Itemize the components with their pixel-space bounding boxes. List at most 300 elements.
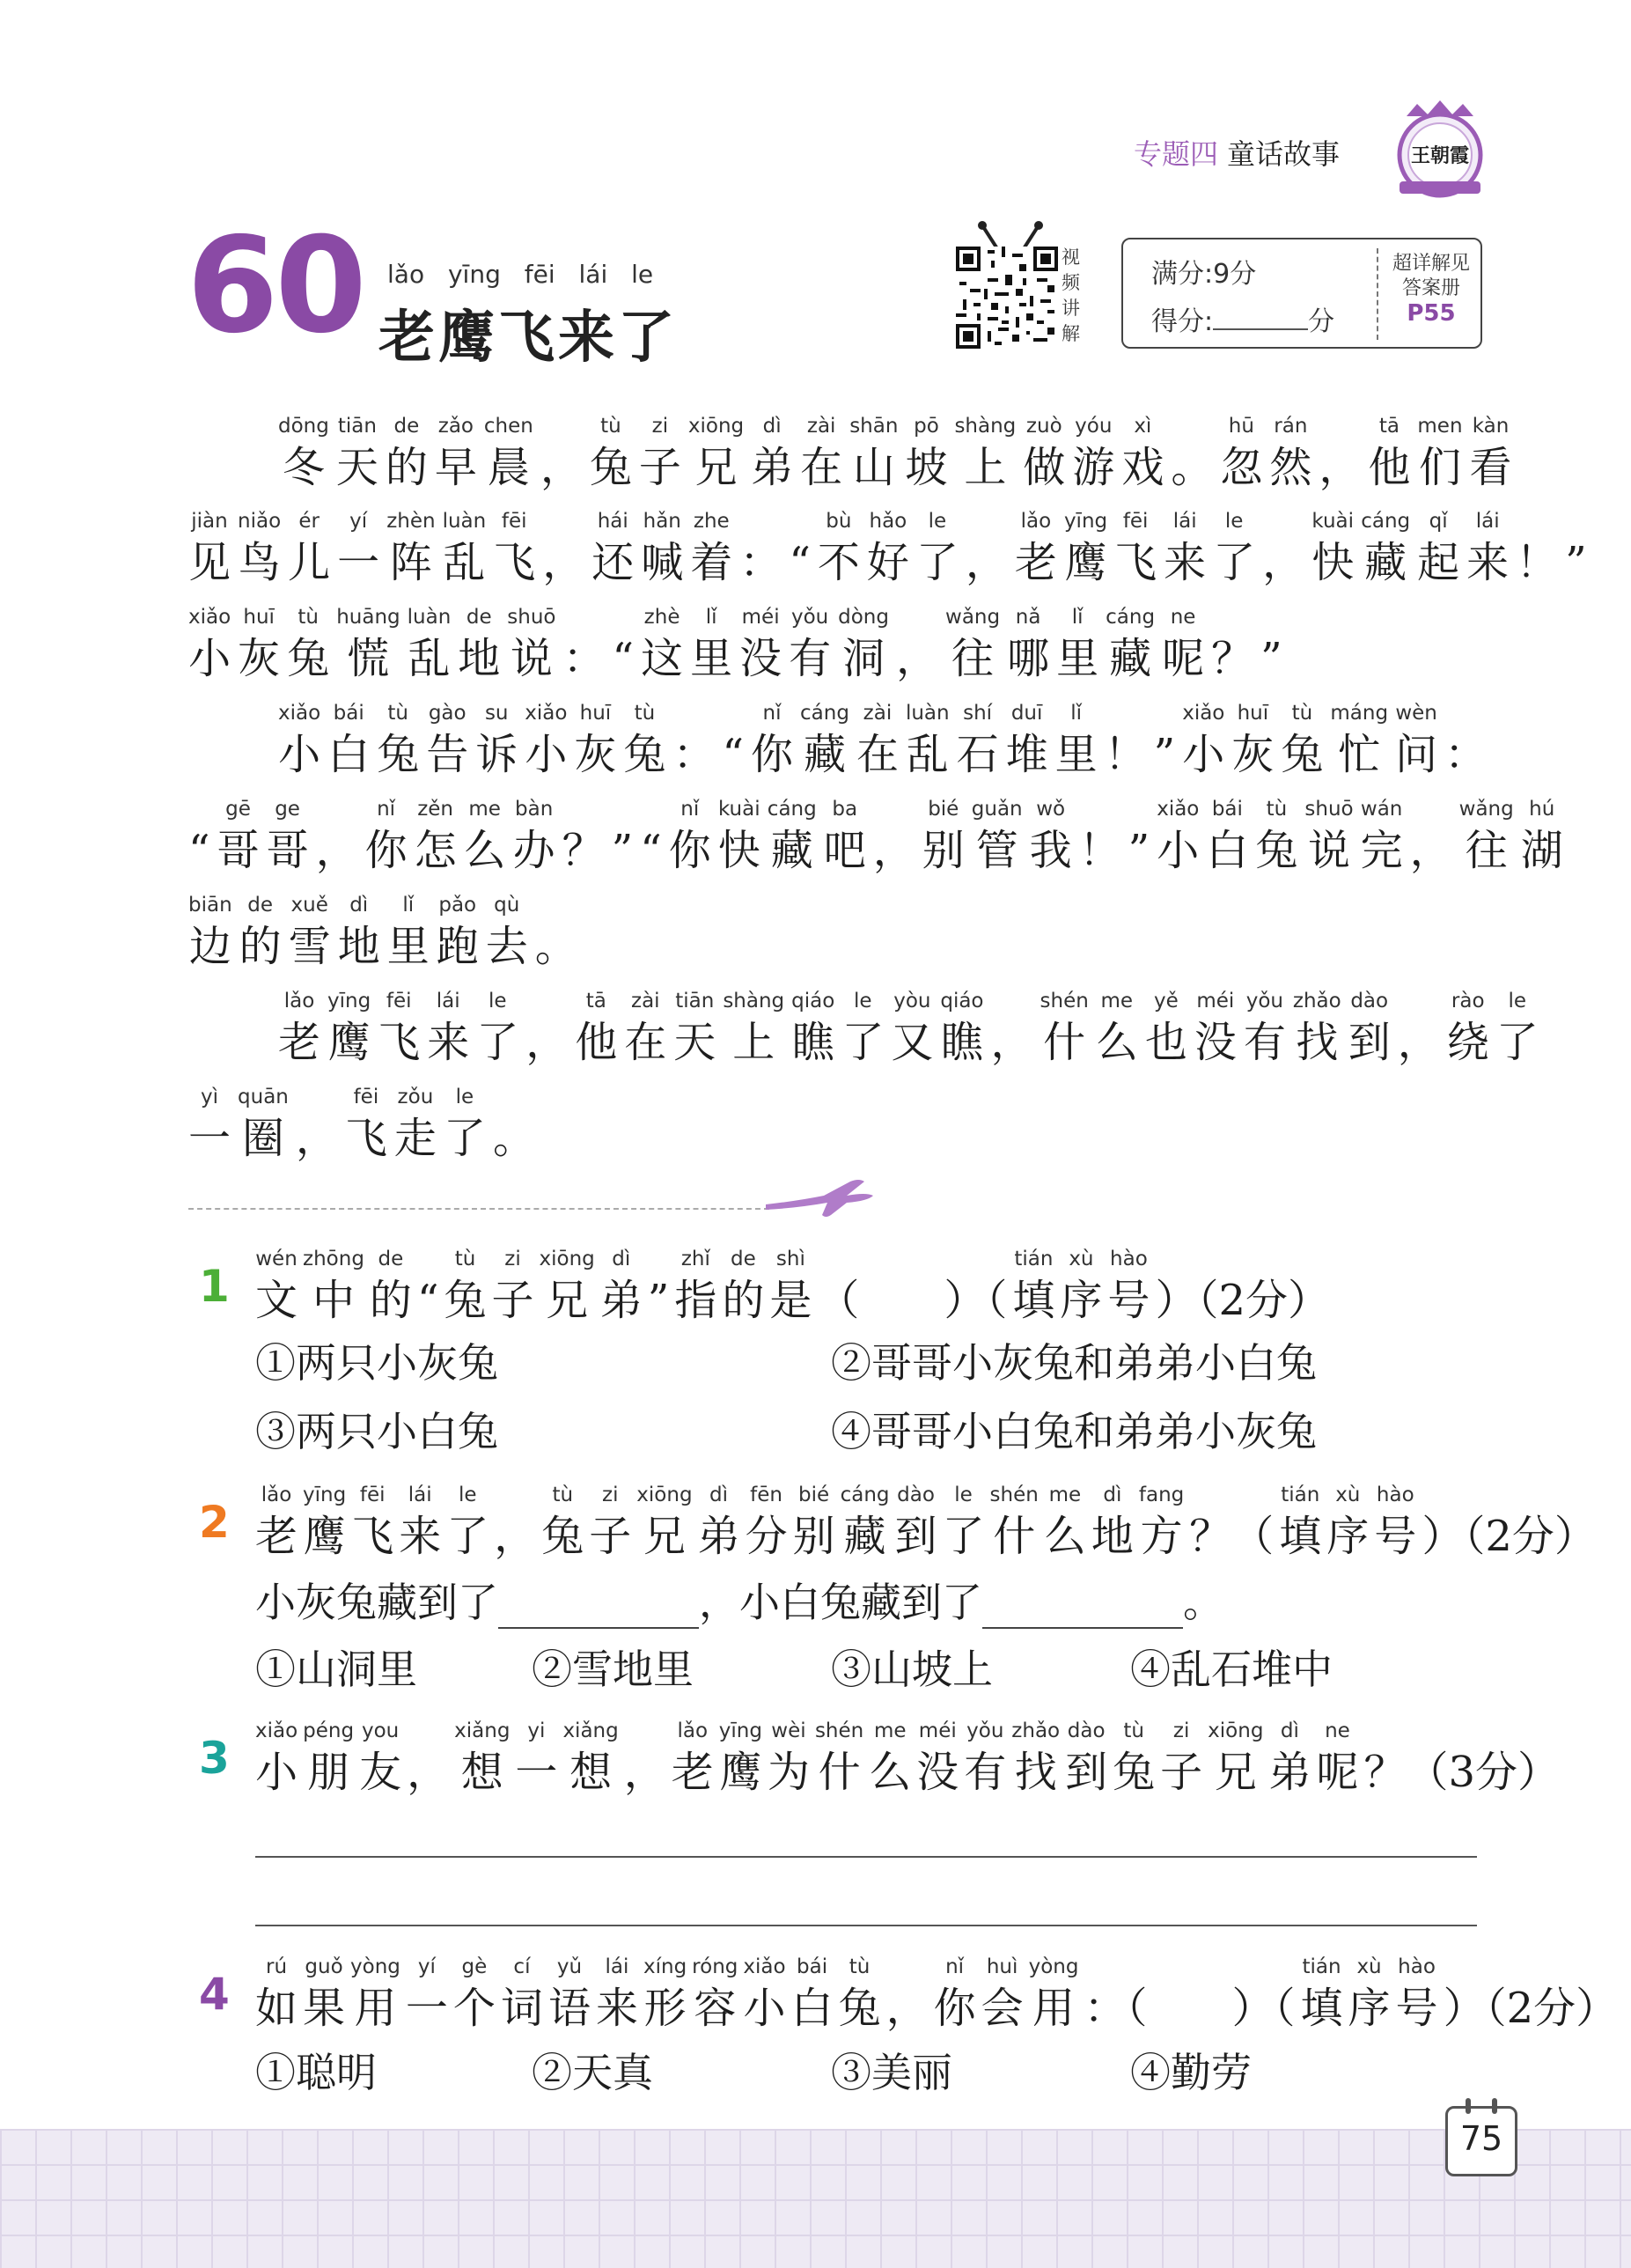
hanzi: 鸟 (238, 538, 281, 587)
ruby-token (1006, 697, 1048, 780)
pinyin: qiáo (940, 990, 984, 1012)
score-divider (1377, 248, 1378, 340)
hanzi: 小 (255, 1748, 298, 1797)
score-field (1151, 299, 1334, 338)
pinyin: hào (1398, 1955, 1436, 1978)
ruby-token (590, 410, 632, 493)
hanzi: 你 (933, 1984, 976, 2033)
pinyin: you (361, 1719, 400, 1742)
ruby-token (1194, 985, 1237, 1068)
hanzi: 白 (790, 1984, 834, 2033)
ruby-token (255, 1479, 298, 1562)
pinyin: zi (504, 1248, 521, 1270)
ruby-token (624, 985, 666, 1068)
pinyin: lǎo (1020, 510, 1052, 533)
hanzi: 找 (1296, 1018, 1339, 1067)
ruby-token (1330, 697, 1388, 780)
pinyin: dì (762, 415, 782, 438)
q2-blank-b[interactable] (982, 1594, 1183, 1629)
pinyin: xì (1134, 415, 1152, 438)
ruby-token (966, 505, 1008, 588)
ruby-token (719, 1715, 762, 1798)
q1-option-1[interactable]: ①两只小灰兔 (255, 1339, 498, 1387)
hanzi: 快 (1311, 538, 1355, 587)
question-4-text (255, 1951, 1623, 2034)
pinyin: tù (454, 1248, 476, 1270)
ruby-token (1029, 1951, 1079, 2034)
pinyin: bàn (515, 798, 554, 821)
pinyin: le (458, 1484, 477, 1506)
ruby-token (1155, 1243, 1330, 1326)
hanzi: 呢 (1316, 1748, 1359, 1797)
pinyin: nǎ (1015, 606, 1041, 629)
q3-answer-line-2[interactable] (255, 1925, 1477, 1926)
pinyin: xù (1335, 1484, 1361, 1506)
hanzi: 地 (458, 634, 501, 683)
ruby-token (1213, 505, 1255, 588)
hanzi: ， (1319, 443, 1362, 492)
pinyin: xù (1069, 1248, 1094, 1270)
q2-option-3[interactable]: ③山坡上 (831, 1646, 993, 1693)
hanzi: 想 (460, 1748, 503, 1797)
hanzi: 你 (751, 730, 794, 779)
ruby-token (1139, 1479, 1184, 1562)
ruby-token (1374, 1479, 1416, 1562)
hanzi: 弟 (751, 443, 794, 492)
ruby-token (1007, 601, 1049, 684)
passage-line (278, 697, 1494, 780)
ruby-token (255, 1715, 298, 1798)
hanzi: 忽 (1220, 443, 1263, 492)
ruby-token (954, 410, 1016, 493)
hanzi: 号 (1107, 1276, 1150, 1325)
hanzi: 灰 (238, 634, 281, 683)
pinyin: qù (494, 894, 520, 917)
hanzi: 又 (891, 1018, 934, 1067)
hanzi: 小 (743, 1984, 786, 2033)
hanzi: 堆 (1005, 730, 1048, 779)
hanzi: 山 (852, 443, 895, 492)
ruby-token (1113, 1715, 1155, 1798)
hanzi: 管 (975, 826, 1018, 875)
ruby-token (1244, 985, 1286, 1068)
hanzi: 用 (1032, 1984, 1076, 2033)
pinyin: bái (1211, 798, 1243, 821)
pinyin: huī (243, 606, 275, 629)
hanzi: 别 (792, 1512, 835, 1561)
pinyin: cí (513, 1955, 531, 1978)
pinyin: dào (1350, 990, 1389, 1012)
hanzi: 序 (1326, 1512, 1370, 1561)
ruby-token (641, 505, 683, 588)
ruby-token (278, 410, 329, 493)
pinyin: luàn (407, 606, 452, 629)
ruby-token (370, 1243, 412, 1326)
hanzi: 飞 (493, 538, 536, 587)
passage-line (278, 410, 1519, 493)
hanzi: 慌 (347, 634, 390, 683)
hanzi: 兔 (541, 1512, 584, 1561)
ruby-token (1060, 1243, 1102, 1326)
q4-option-2[interactable]: ②天真 (532, 2049, 653, 2096)
q2-option-2[interactable]: ②雪地里 (532, 1646, 694, 1693)
pinyin: huì (986, 1955, 1018, 1978)
ruby-token (548, 1951, 591, 2034)
ruby-token (922, 793, 965, 876)
ruby-token (540, 410, 583, 493)
ruby-token (351, 1479, 393, 1562)
hanzi: 们 (1418, 443, 1461, 492)
hanzi: 了 (915, 538, 959, 587)
pinyin: wèn (1395, 702, 1437, 725)
ruby-token (964, 1715, 1006, 1798)
hanzi: 兔 (623, 730, 666, 779)
ruby-token (991, 985, 1033, 1068)
hanzi: 是 (769, 1276, 812, 1325)
pinyin: zhèn (386, 510, 436, 533)
pinyin: nǐ (680, 798, 700, 821)
question-3-number: 3 (199, 1733, 230, 1784)
pinyin: zi (651, 415, 669, 438)
hanzi: 如 (255, 1984, 298, 2033)
hanzi: 填 (1012, 1276, 1055, 1325)
pinyin: fang (1138, 1484, 1185, 1506)
ruby-token (1470, 410, 1512, 493)
ruby-token (476, 985, 518, 1068)
hanzi: 容 (694, 1984, 737, 2033)
hanzi: 藏 (770, 826, 813, 875)
hanzi: 不 (817, 538, 860, 587)
pinyin: me (873, 1719, 907, 1742)
hanzi: ！ (1516, 538, 1559, 587)
q1-option-2[interactable]: ②哥哥小灰兔和弟弟小白兔 (831, 1339, 1317, 1387)
pinyin: qiáo (791, 990, 835, 1012)
ruby-token (513, 793, 555, 876)
pinyin: yě (1153, 990, 1179, 1012)
topic-title: 童话故事 (1227, 137, 1341, 171)
hanzi: 小 (278, 730, 321, 779)
hanzi: 了 (841, 1018, 885, 1067)
pinyin: ne (1325, 1719, 1350, 1742)
pinyin: gē (225, 798, 251, 821)
pinyin: dào (1067, 1719, 1106, 1742)
hanzi: 到 (1348, 1018, 1391, 1067)
hanzi: 藏 (1364, 538, 1407, 587)
hanzi: 在 (800, 443, 843, 492)
pinyin: zhōng (303, 1248, 364, 1270)
ruby-token (289, 889, 331, 972)
hanzi: 快 (717, 826, 760, 875)
hanzi: 办 (512, 826, 555, 875)
hanzi: 填 (1279, 1512, 1322, 1561)
hanzi: 子 (1160, 1748, 1203, 1797)
pinyin: yì (201, 1086, 219, 1108)
hanzi: 么 (1043, 1512, 1086, 1561)
pinyin: tù (600, 415, 621, 438)
pinyin: cáng (767, 798, 817, 821)
hanzi: 飞 (344, 1114, 387, 1163)
hanzi: 瞧 (791, 1018, 834, 1067)
pinyin: nǐ (945, 1955, 965, 1978)
ruby-token (698, 1479, 740, 1562)
q1-option-3[interactable]: ③两只小白兔 (255, 1408, 498, 1455)
hanzi: 灰 (1231, 730, 1275, 779)
ruby-token (981, 1951, 1024, 2034)
q4-option-3[interactable]: ③美丽 (831, 2049, 952, 2096)
ruby-token (575, 985, 617, 1068)
hanzi: 鹰 (303, 1512, 346, 1561)
ruby-token (541, 1479, 584, 1562)
pinyin: pǎo (438, 894, 477, 917)
hanzi: 兔 (287, 634, 330, 683)
pinyin: xiōng (539, 1248, 595, 1270)
ruby-token (1348, 985, 1391, 1068)
score-blank[interactable] (1213, 309, 1308, 330)
pinyin: hái (597, 510, 628, 533)
pinyin: fēi (501, 510, 527, 533)
hanzi: 老 (1014, 538, 1057, 587)
topic-label: 专题四 (1134, 137, 1219, 171)
pinyin: zhǎo (1292, 990, 1341, 1012)
ruby-token (1348, 1951, 1391, 2034)
ruby-token (643, 1951, 687, 2034)
ruby-token (1279, 1479, 1321, 1562)
hanzi: 中 (312, 1276, 355, 1325)
pinyin: wén (255, 1248, 298, 1270)
hanzi: 飞 (378, 1018, 421, 1067)
ruby-token (916, 1715, 959, 1798)
hanzi: 指 (674, 1276, 717, 1325)
hanzi: 藏 (1109, 634, 1152, 683)
pinyin: méi (741, 606, 780, 629)
ruby-token (800, 697, 849, 780)
pinyin: yīng (1063, 510, 1108, 533)
hanzi: ， (1262, 538, 1305, 587)
q4-option-1[interactable]: ①聪明 (255, 2049, 377, 2096)
hanzi: 号 (1395, 1984, 1438, 2033)
hanzi: 往 (951, 634, 995, 683)
hanzi: 你 (364, 826, 408, 875)
q4-option-4[interactable]: ④勤劳 (1130, 2049, 1252, 2096)
hanzi: 的 (369, 1276, 412, 1325)
hanzi: ， (315, 826, 358, 875)
ruby-token (437, 889, 479, 972)
q2-fill-end: 。 (1183, 1579, 1223, 1626)
hanzi: “ (722, 730, 744, 779)
pinyin: le (954, 1484, 973, 1506)
ruby-token (1030, 793, 1072, 876)
ruby-token (1368, 410, 1410, 493)
passage-line (188, 889, 584, 972)
pinyin: shí (963, 702, 993, 725)
hanzi: ， (1397, 1018, 1440, 1067)
hanzi: ， (494, 1512, 537, 1561)
hanzi: 的 (722, 1276, 765, 1325)
pinyin: róng (692, 1955, 738, 1978)
question-2-text (255, 1479, 1602, 1562)
hanzi: 天 (335, 443, 378, 492)
passage-line (188, 601, 1289, 684)
hanzi: 来 (595, 1984, 638, 2033)
pinyin: tù (1291, 702, 1313, 725)
pinyin: gè (461, 1955, 488, 1978)
pinyin: ba (832, 798, 858, 821)
hanzi: 来 (427, 1018, 470, 1067)
hanzi: 这 (641, 634, 684, 683)
ruby-token (464, 793, 506, 876)
hanzi: 鹰 (719, 1748, 762, 1797)
q1-option-4[interactable]: ④哥哥小白兔和弟弟小灰兔 (831, 1408, 1317, 1455)
hanzi: ！ (1104, 730, 1147, 779)
ruby-token (972, 793, 1023, 876)
footer-grid-background (0, 2129, 1631, 2268)
pinyin: yīng (303, 1484, 347, 1506)
q3-answer-line-1[interactable] (255, 1856, 1477, 1858)
ruby-token (722, 697, 744, 780)
topic-header (1134, 132, 1340, 173)
ruby-token (1319, 410, 1361, 493)
pinyin: máng (1330, 702, 1389, 725)
ruby-token (493, 1081, 535, 1164)
pinyin: zǒu (397, 1086, 434, 1108)
ruby-token (990, 1479, 1039, 1562)
hanzi: ！ (1078, 826, 1121, 875)
hanzi: 边 (188, 922, 231, 971)
pinyin: ér (298, 510, 320, 533)
ruby-token (1064, 505, 1107, 588)
hanzi: 在 (856, 730, 899, 779)
ruby-token (303, 1715, 354, 1798)
score-box (1121, 238, 1482, 349)
hanzi: 哥 (217, 826, 260, 875)
pinyin: yí (349, 510, 368, 533)
passage-line (278, 985, 1546, 1068)
hanzi: 兔 (838, 1984, 881, 2033)
ruby-token (188, 793, 210, 876)
pinyin: yǒu (791, 606, 829, 629)
pinyin: zuò (1025, 415, 1062, 438)
hanzi: 来 (399, 1512, 442, 1561)
hanzi: ” (1153, 730, 1176, 779)
pinyin: guǎn (971, 798, 1023, 821)
pinyin: bái (797, 1955, 828, 1978)
hanzi: “ (612, 634, 635, 683)
pinyin: tā (1378, 415, 1400, 438)
pinyin: tù (552, 1484, 574, 1506)
ruby-token (769, 1243, 812, 1326)
q2-option-4[interactable]: ④乱石堆中 (1130, 1646, 1333, 1693)
answer-ref-line1: 超详解见 (1392, 253, 1470, 275)
ruby-token (841, 1479, 890, 1562)
ruby-token (891, 985, 933, 1068)
tv-antenna-icon (977, 220, 1044, 250)
hanzi: 么 (463, 826, 506, 875)
hanzi: “ (789, 538, 811, 587)
pinyin: zi (1172, 1719, 1190, 1742)
ruby-token (791, 985, 834, 1068)
pinyin: le (455, 1086, 474, 1108)
pinyin: bù (826, 510, 852, 533)
hanzi: 湖 (1520, 826, 1563, 875)
hanzi: 藏 (803, 730, 846, 779)
hanzi: 一 (337, 538, 380, 587)
ruby-token (869, 1715, 911, 1798)
ruby-token (255, 1951, 298, 2034)
hanzi: 也 (1144, 1018, 1187, 1067)
ruby-token (574, 697, 616, 780)
ruby-token (415, 793, 457, 876)
hanzi: 的 (385, 443, 428, 492)
hanzi: “ (640, 826, 662, 875)
hanzi: 老 (255, 1512, 298, 1561)
hanzi: （ ）（ (817, 1276, 1008, 1325)
hanzi: 号 (1374, 1512, 1417, 1561)
hanzi: 里 (690, 634, 733, 683)
hanzi: 乱 (443, 538, 486, 587)
hanzi: 做 (1023, 443, 1066, 492)
passage-line (188, 793, 1570, 876)
hanzi: 了 (443, 1114, 486, 1163)
pinyin: zhè (643, 606, 680, 629)
ruby-token (327, 985, 371, 1068)
hanzi: 小 (188, 634, 231, 683)
pinyin: huī (1237, 702, 1269, 725)
pinyin: lǎo (677, 1719, 709, 1742)
ruby-token (669, 793, 711, 876)
hanzi: ， (295, 1114, 338, 1163)
ruby-token (1096, 985, 1138, 1068)
hanzi: 想 (569, 1748, 613, 1797)
hanzi: 老 (278, 1018, 321, 1067)
ruby-token (1231, 697, 1274, 780)
q2-blank-a[interactable] (498, 1594, 699, 1629)
q2-option-1[interactable]: ①山洞里 (255, 1646, 417, 1693)
pinyin: quān (238, 1086, 289, 1108)
pinyin: de (378, 1248, 404, 1270)
ruby-token (453, 1951, 496, 2034)
ruby-token (692, 1951, 738, 2034)
pinyin: tián (1281, 1484, 1320, 1506)
pinyin: xiǎo (278, 702, 321, 725)
ruby-token (934, 1951, 976, 2034)
ruby-token (1208, 1715, 1263, 1798)
ruby-token (427, 985, 469, 1068)
hanzi: 。 (534, 922, 577, 971)
hanzi: 说 (1308, 826, 1351, 875)
ruby-token (1459, 793, 1514, 876)
hanzi: 天 (673, 1018, 716, 1067)
question-4-number: 4 (199, 1969, 230, 2020)
pinyin: zài (631, 990, 660, 1012)
ruby-token (672, 1715, 714, 1798)
pinyin: nǐ (762, 702, 782, 725)
qr-code-icon[interactable] (956, 247, 1058, 349)
hanzi: ， (623, 1748, 666, 1797)
pinyin: xiōng (1208, 1719, 1264, 1742)
hanzi: 然 (1269, 443, 1312, 492)
pinyin: de (730, 1248, 756, 1270)
hanzi: 阵 (389, 538, 432, 587)
pinyin: tù (634, 702, 656, 725)
pinyin: cáng (1361, 510, 1411, 533)
ruby-token (886, 1951, 929, 2034)
hanzi: 圈 (241, 1114, 284, 1163)
ruby-token (743, 1951, 785, 2034)
ruby-token (562, 793, 605, 876)
hanzi: 方 (1140, 1512, 1183, 1561)
hanzi: 忙 (1338, 730, 1381, 779)
hanzi: ， (542, 538, 585, 587)
